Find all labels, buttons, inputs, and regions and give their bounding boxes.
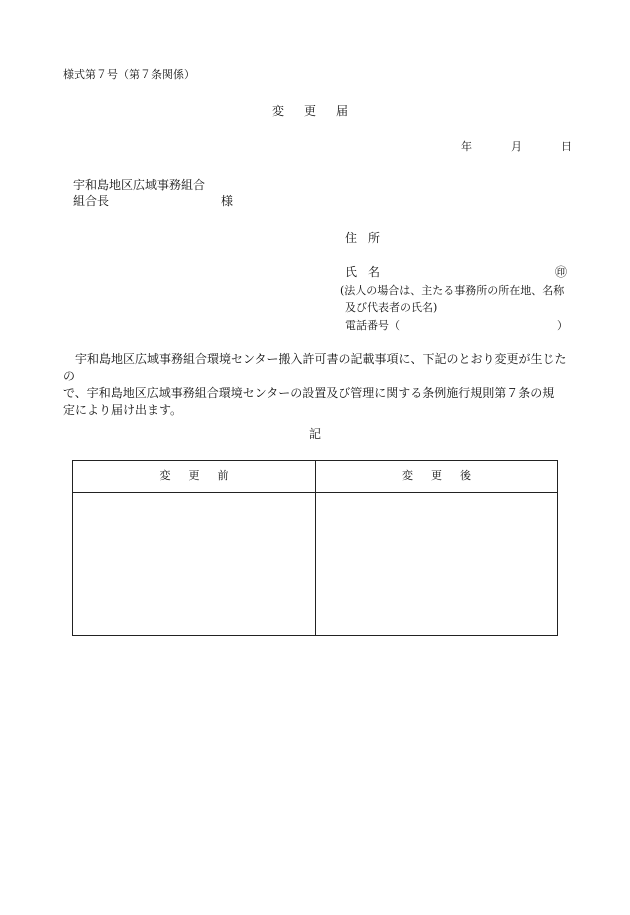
body-paragraph bbox=[63, 351, 577, 419]
seal-mark: ㊞ bbox=[555, 265, 568, 279]
header-before-change: 変更前 bbox=[159, 469, 247, 482]
corporation-note-line1: (法人の場合は、主たる事務所の所在地、名称 bbox=[340, 284, 565, 297]
applicant-address-label: 住所 bbox=[345, 231, 392, 245]
phone-close-paren: ） bbox=[557, 319, 568, 332]
before-change-cell[interactable] bbox=[73, 493, 315, 635]
body-line-1: 宇和島地区広域事務組合環境センター搬入許可書の記載事項に、下記のとおり変更が生じたの bbox=[63, 352, 567, 383]
body-line-3: 定により届け出ます。 bbox=[63, 403, 183, 417]
corporation-note-line2: 及び代表者の氏名) bbox=[345, 301, 438, 314]
date-day-label: 日 bbox=[561, 140, 572, 153]
body-line-2: で、宇和島地区広域事務組合環境センターの設置及び管理に関する条例施行規則第７条の規 bbox=[63, 386, 555, 400]
after-change-cell[interactable] bbox=[316, 493, 557, 635]
change-table bbox=[72, 460, 558, 636]
addressee-honorific: 様 bbox=[221, 194, 234, 208]
form-number: 様式第７号（第７条関係） bbox=[63, 68, 195, 81]
date-month-label: 月 bbox=[511, 140, 522, 153]
phone-label: 電話番号（ bbox=[345, 319, 400, 332]
addressee-title: 組合長 bbox=[73, 194, 110, 208]
ki-heading: 記 bbox=[309, 427, 322, 441]
date-year-label: 年 bbox=[461, 140, 472, 153]
applicant-name-label: 氏名 bbox=[345, 265, 392, 279]
document-title: 変更届 bbox=[272, 104, 369, 118]
addressee-organization: 宇和島地区広域事務組合 bbox=[73, 178, 206, 192]
header-after-change: 変更後 bbox=[402, 469, 489, 482]
